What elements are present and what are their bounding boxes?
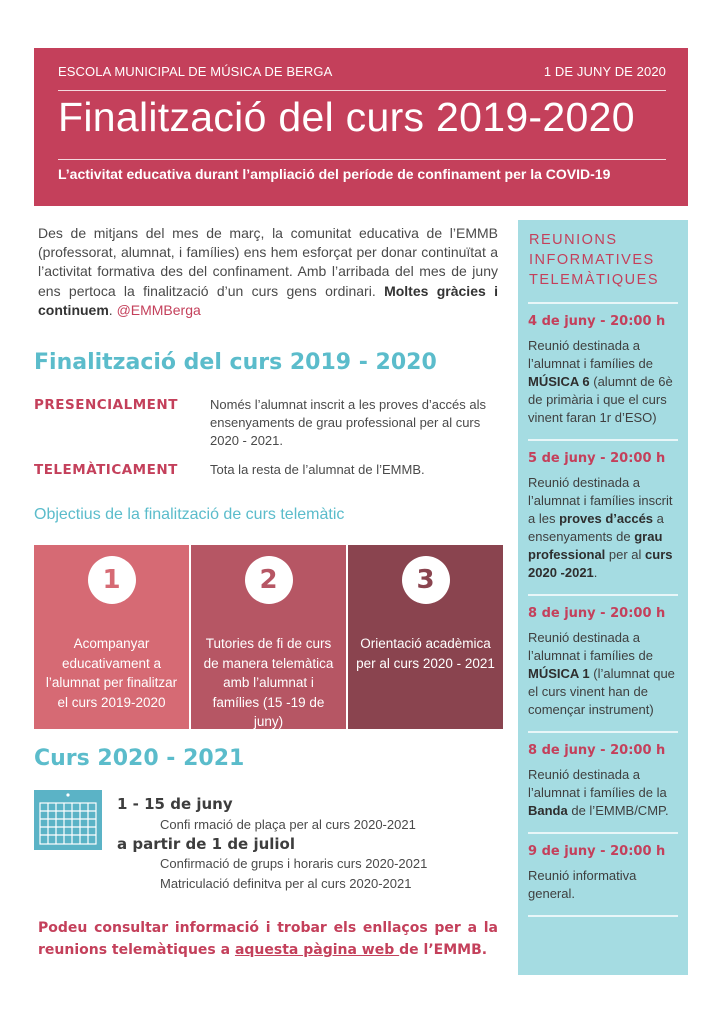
meeting-description: Reunió informativa general. <box>528 868 637 901</box>
sidebar-title: REUNIONS INFORMATIVES TELEMÀTIQUES <box>529 232 659 288</box>
mode-label: TELEMÀTICAMENT <box>34 462 178 478</box>
footer-text-end: de l’EMMB. <box>399 942 488 958</box>
meeting-description <box>528 766 678 820</box>
bold-text: MÚSICA 1 <box>528 666 590 681</box>
intro-dot: . <box>108 301 117 318</box>
number-badge: 2 <box>245 556 293 604</box>
issue-date: 1 DE JUNY DE 2020 <box>543 64 666 79</box>
text: (l’alumnat que el curs vinent han de començar instrument) <box>528 666 675 717</box>
divider <box>528 594 678 596</box>
period-date: a partir de 1 de juliol <box>117 835 296 853</box>
meeting-description <box>528 629 678 719</box>
divider <box>528 731 678 733</box>
text: Reunió destinada a l’alumnat i famílies inscrit a les <box>528 475 673 526</box>
period-item: Confirmació de grups i horaris curs 2020-2021 <box>160 856 428 871</box>
page-subtitle: L’activitat educativa durant l’ampliació del període de confinament per la COVID-19 <box>58 166 611 182</box>
text: de l’EMMB/CMP. <box>567 803 669 818</box>
intro-text: Des de mitjans del mes de març, la comunitat educativa de l’EMMB (professorat, alumnat, i famílies) ens hem esforçat per donar continuïtat a l’activitat formativa des del confinament. Amb l’arribada del mes de juny ens pertoca la finalització d’un curs gens ordinari. <box>38 225 498 299</box>
period-item: Matriculació definitva per al curs 2020-2021 <box>160 876 412 891</box>
social-handle[interactable]: @EMMBerga <box>116 301 201 318</box>
bold-text: MÚSICA 6 <box>528 374 590 389</box>
objective-text: Acompanyar educativament a l’alumnat per finalitzar el curs 2019-2020 <box>45 636 178 710</box>
text: Reunió destinada a l’alumnat i famílies de <box>528 338 653 371</box>
school-name: ESCOLA MUNICIPAL DE MÚSICA DE BERGA <box>58 64 333 79</box>
page-title: Finalització del curs 2019-2020 <box>58 94 635 140</box>
section-heading-curs: Curs 2020 - 2021 <box>34 746 245 771</box>
bold-text: Banda <box>528 803 568 818</box>
section-heading-finalitzacio: Finalització del curs 2019 - 2020 <box>34 350 437 375</box>
objective-text: Tutories de fi de curs de manera telemàtica amb l’alumnat i famílies (15 -19 de juny) <box>203 636 334 729</box>
bold-text: grau professional <box>528 529 663 562</box>
objective-text: Orientació acadèmica per al curs 2020 - 2021 <box>356 636 495 671</box>
footer-text: Podeu consultar informació i trobar els enllaços per a la reunions telemàtiques a <box>38 920 498 958</box>
meeting-date: 8 de juny - 20:00 h <box>528 743 666 758</box>
text: Reunió destinada a l’alumnat i famílies de <box>528 630 653 663</box>
meeting-description <box>528 474 678 582</box>
period-item: Confi rmació de plaça per al curs 2020-2021 <box>160 817 416 832</box>
period-date: 1 - 15 de juny <box>117 795 233 813</box>
text: per al <box>605 547 646 562</box>
number-badge: 1 <box>88 556 136 604</box>
meeting-description <box>528 337 678 427</box>
divider <box>528 832 678 834</box>
divider <box>528 439 678 441</box>
divider <box>528 915 678 917</box>
objectives-heading: Objectius de la finalització de curs telemàtic <box>34 506 345 523</box>
meeting-date: 5 de juny - 20:00 h <box>528 451 666 466</box>
objective-card <box>34 545 189 729</box>
bold-text: proves d’accés <box>559 511 654 526</box>
divider <box>528 302 678 304</box>
meeting-date: 9 de juny - 20:00 h <box>528 844 666 859</box>
mode-description: Només l’alumnat inscrit a les proves d’accés als ensenyaments de grau professional per al curs 2020 - 2021. <box>210 397 486 448</box>
meeting-date: 8 de juny - 20:00 h <box>528 606 666 621</box>
text: (alumnt de 6è de primària i que el curs vinent faran 1r d’ESO) <box>528 374 673 425</box>
web-page-link[interactable]: aquesta pàgina web <box>234 942 400 958</box>
meeting-date: 4 de juny - 20:00 h <box>528 314 666 329</box>
objective-card <box>348 545 503 729</box>
intro-paragraph <box>38 224 498 320</box>
mode-label: PRESENCIALMENT <box>34 397 178 413</box>
calendar-icon <box>34 790 102 850</box>
intro-thanks: Moltes gràcies i continuem <box>38 282 498 318</box>
text: . <box>593 565 598 580</box>
meetings-sidebar <box>518 220 688 975</box>
footer-note <box>38 917 498 961</box>
number-badge: 3 <box>402 556 450 604</box>
bold-text: curs 2020 -2021 <box>528 547 673 580</box>
text: a ensenyaments de <box>528 511 664 544</box>
mode-description: Tota la resta de l’alumnat de l’EMMB. <box>210 462 425 477</box>
header-banner <box>34 48 688 206</box>
divider <box>58 90 666 91</box>
divider <box>58 159 666 160</box>
text: Reunió destinada a l’alumnat i famílies de la <box>528 767 667 800</box>
objective-card <box>191 545 346 729</box>
